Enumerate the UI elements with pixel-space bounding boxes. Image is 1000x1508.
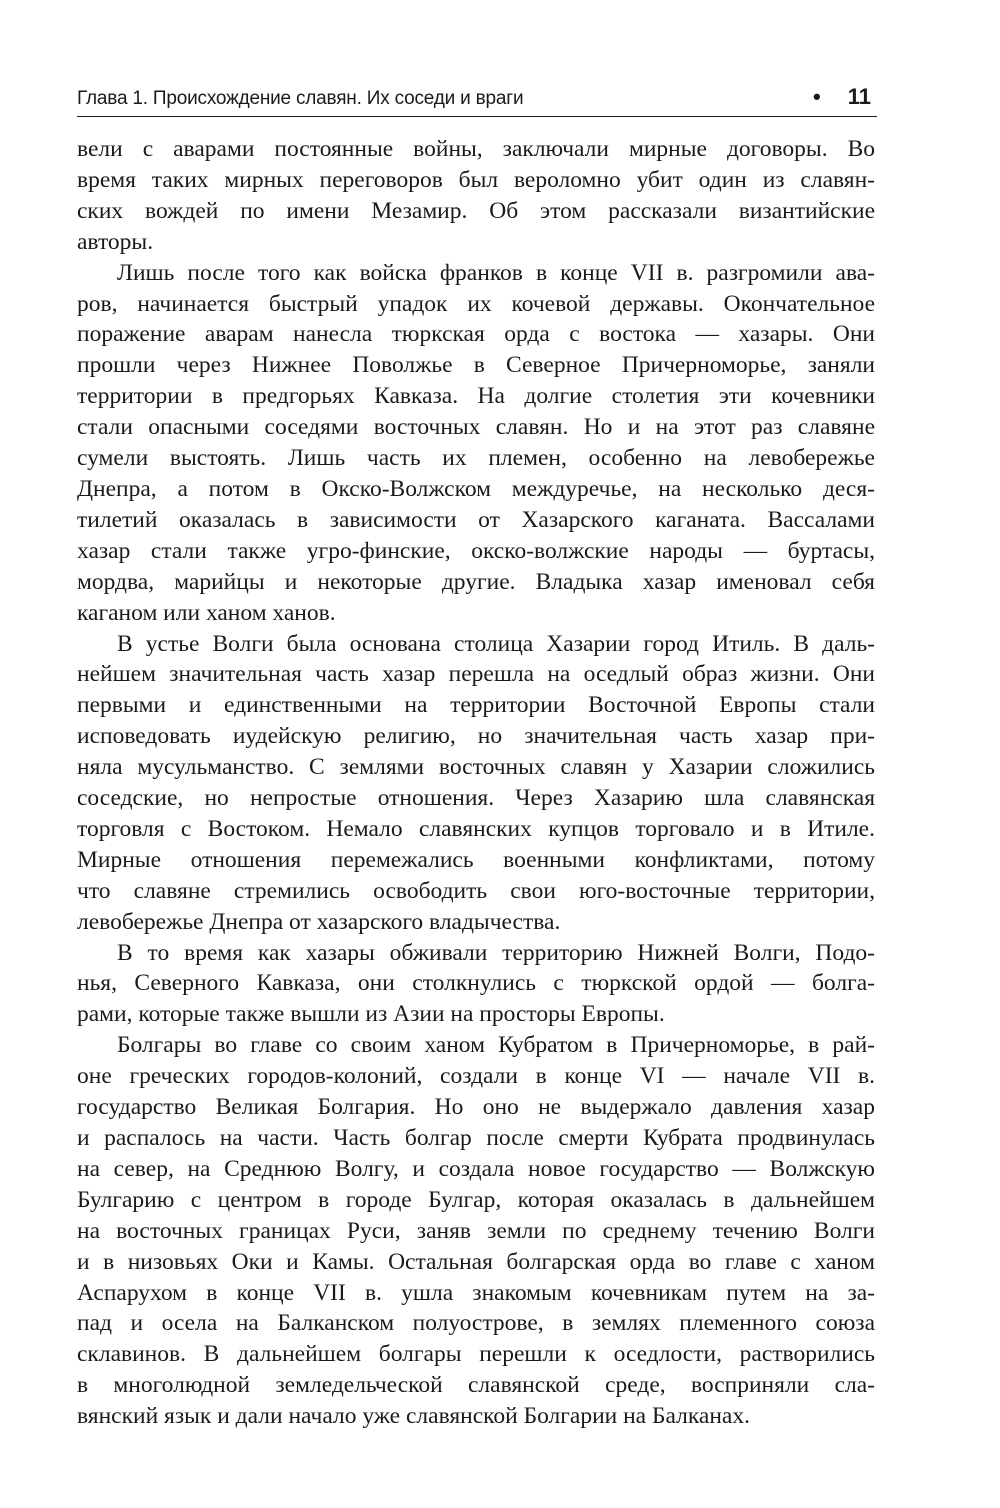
text-line: на север, на Среднюю Волгу, и создала новое государство — Волжскую: [77, 1155, 875, 1182]
text-line: рами, которые также вышли из Азии на просторы Европы.: [77, 1001, 665, 1028]
text-line: няла мусульманство. С землями восточных славян у Хазарии сложились: [77, 754, 875, 781]
text-line: Болгары во главе со своим ханом Кубратом в Причерноморье, в рай-: [117, 1032, 875, 1059]
text-line: государство Великая Болгария. Но оно не выдержало давления хазар: [77, 1094, 875, 1121]
text-line: В устье Волги была основана столица Хазарии город Итиль. В даль-: [117, 630, 875, 657]
text-line: Мирные отношения перемежались военными конфликтами, потому: [77, 846, 875, 873]
text-line: стали опасными соседями восточных славян. Но и на этот раз славяне: [77, 414, 875, 441]
text-line: левобережье Днепра от хазарского владычества.: [77, 908, 561, 935]
text-line: склавинов. В дальнейшем болгары перешли к оседлости, растворились: [77, 1341, 875, 1368]
paragraph: [77, 134, 875, 258]
text-line: исповедовать иудейскую религию, но значительная часть хазар при-: [77, 723, 875, 750]
text-line: и распалось на части. Часть болгар после смерти Кубрата продвинулась: [77, 1125, 875, 1151]
body-text: [77, 134, 875, 1432]
text-line: каганом или ханом ханов.: [77, 599, 336, 626]
chapter-title: Глава 1. Происхождение славян. Их соседи и враги: [77, 88, 524, 109]
text-line: ров, начинается быстрый упадок их кочевой державы. Окончательное: [77, 290, 875, 317]
text-line: мордва, марийцы и некоторые другие. Владыка хазар именовал себя: [77, 568, 875, 595]
paragraph: [77, 1030, 875, 1432]
page-number: 11: [847, 84, 871, 109]
text-line: что славяне стремились освободить свои юго-восточные территории,: [77, 877, 875, 904]
text-line: на восточных границах Руси, заняв земли по среднему течению Волги: [77, 1217, 875, 1244]
text-line: ских вождей по имени Мезамир. Об этом рассказали византийские: [77, 197, 875, 224]
text-line: оне греческих городов-колоний, создали в конце VI — начале VII в.: [77, 1063, 875, 1090]
text-line: авторы.: [77, 228, 154, 255]
text-line: соседские, но непростые отношения. Через Хазарию шла славянская: [77, 785, 875, 812]
text-line: торговля с Востоком. Немало славянских купцов торговало и в Итиле.: [77, 815, 875, 842]
text-line: территории в предгорьях Кавказа. На долгие столетия эти кочевники: [77, 383, 875, 410]
text-line: Днепра, а потом в Окско-Волжском междуречье, на несколько деся-: [77, 475, 875, 502]
paragraph: [77, 258, 875, 629]
text-line: пад и осела на Балканском полуострове, в землях племенного союза: [77, 1310, 875, 1337]
text-line: первыми и единственными на территории Восточной Европы стали: [77, 692, 875, 719]
text-line: сумели выстоять. Лишь часть их племен, особенно на левобережье: [77, 445, 875, 472]
paragraph: [77, 629, 875, 938]
text-line: и в низовьях Оки и Камы. Остальная болгарская орда во главе с ханом: [77, 1248, 875, 1275]
text-line: время таких мирных переговоров был вероломно убит один из славян-: [77, 166, 875, 193]
text-line: Аспарухом в конце VII в. ушла знакомым кочевникам путем на за-: [77, 1279, 875, 1306]
text-line: Булгарию с центром в городе Булгар, которая оказалась в дальнейшем: [77, 1186, 875, 1213]
text-line: В то время как хазары обживали территорию Нижней Волги, Подо-: [117, 939, 875, 966]
running-header: [77, 84, 877, 117]
text-line: вянский язык и дали начало уже славянской Болгарии на Балканах.: [77, 1403, 750, 1430]
bullet-icon: •: [813, 84, 821, 109]
text-line: вели с аварами постоянные войны, заключали мирные договоры. Во: [77, 136, 875, 162]
text-line: нейшем значительная часть хазар перешла на оседлый образ жизни. Они: [77, 661, 875, 688]
text-line: нья, Северного Кавказа, они столкнулись с тюркской ордой — болга-: [77, 970, 875, 997]
text-line: тилетий оказалась в зависимости от Хазарского каганата. Вассалами: [77, 506, 875, 533]
text-line: Лишь после того как войска франков в конце VII в. разгромили ава-: [117, 259, 875, 286]
text-line: поражение аварам нанесла тюркская орда с востока — хазары. Они: [77, 321, 875, 348]
text-line: хазар стали также угро-финские, окско-волжские народы — буртасы,: [77, 537, 875, 564]
text-line: прошли через Нижнее Поволжье в Северное Причерноморье, заняли: [77, 352, 875, 379]
paragraph: [77, 938, 875, 1031]
text-line: в многолюдной земледельческой славянской среде, восприняли сла-: [77, 1372, 875, 1399]
